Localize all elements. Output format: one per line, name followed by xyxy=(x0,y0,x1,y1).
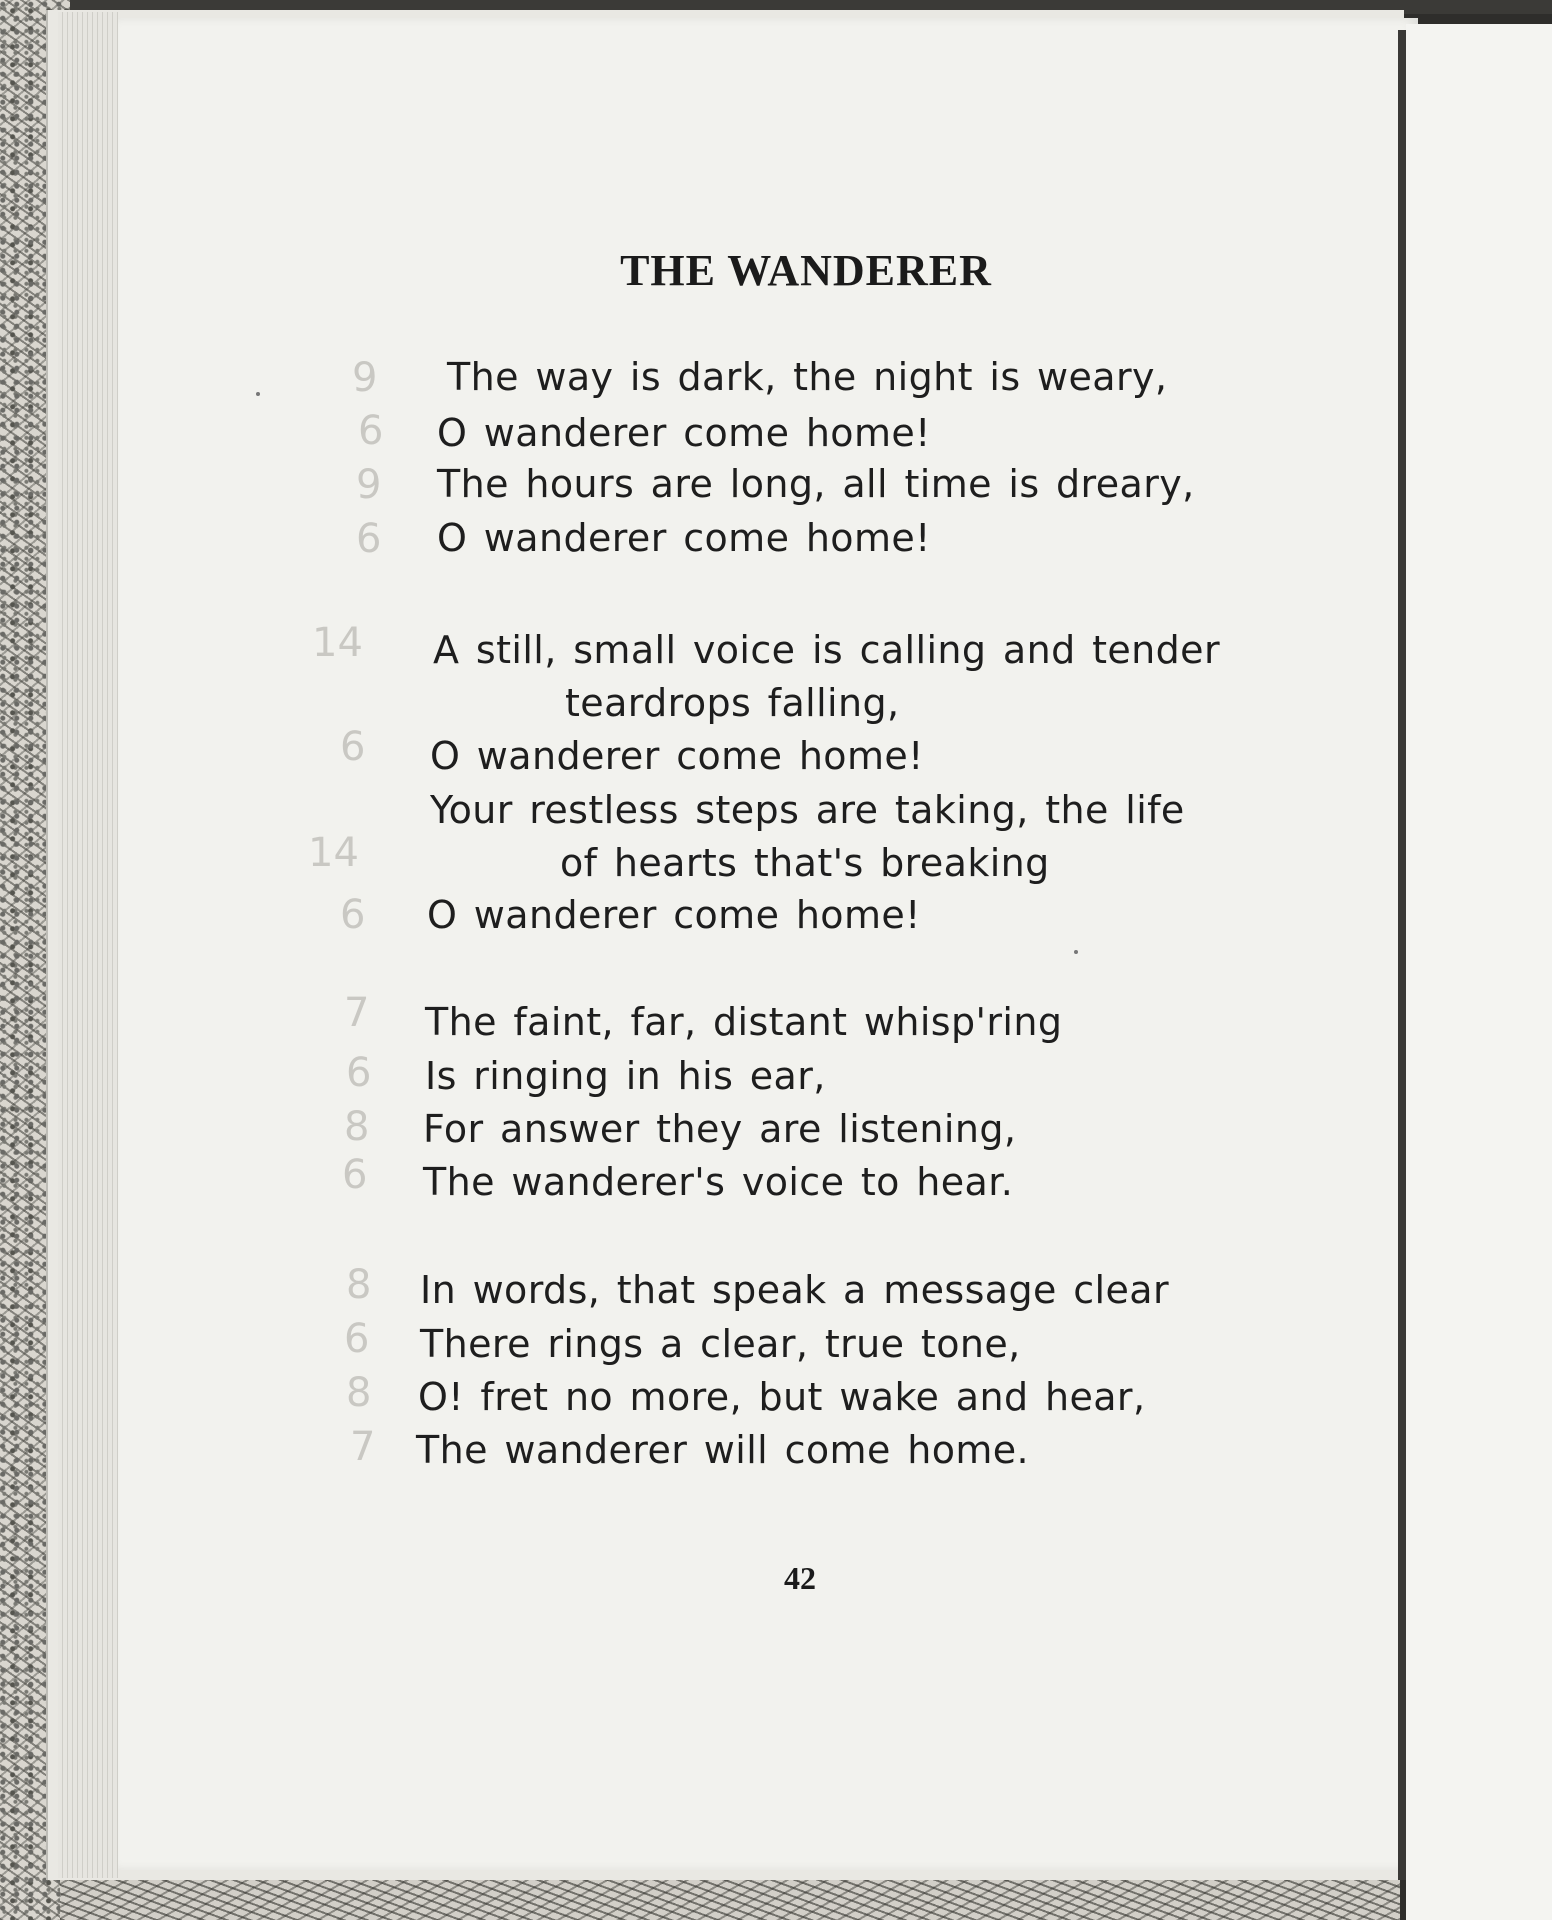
facing-page xyxy=(1406,24,1552,1920)
pencil-margin-note: 14 xyxy=(308,830,359,876)
pencil-margin-note: 9 xyxy=(352,355,378,401)
pencil-margin-note: 7 xyxy=(344,990,370,1036)
poem-line: The way is dark, the night is weary, xyxy=(447,355,1168,399)
poem-line: Is ringing in his ear, xyxy=(425,1054,826,1098)
poem-line: O wanderer come home! xyxy=(427,893,921,937)
pencil-margin-note: 8 xyxy=(346,1262,372,1308)
poem-line: A still, small voice is calling and tender xyxy=(433,628,1220,672)
poem-line: O wanderer come home! xyxy=(437,411,931,455)
pencil-margin-note: 6 xyxy=(340,892,366,938)
pencil-margin-note: 7 xyxy=(350,1424,376,1470)
poem-line: The wanderer's voice to hear. xyxy=(423,1160,1014,1204)
poem-line: The hours are long, all time is dreary, xyxy=(437,462,1195,506)
pencil-margin-note: 6 xyxy=(356,516,382,562)
pencil-margin-note: 6 xyxy=(346,1050,372,1096)
page-number: 42 xyxy=(784,1560,816,1596)
poem-line: O wanderer come home! xyxy=(437,516,931,560)
poem-line: The wanderer will come home. xyxy=(416,1428,1030,1472)
poem-line: of hearts that's breaking xyxy=(560,841,1050,885)
poem-line: teardrops falling, xyxy=(565,681,900,725)
poem-line: In words, that speak a message clear xyxy=(420,1268,1170,1312)
pencil-margin-note: 6 xyxy=(358,408,384,454)
paper-speck xyxy=(256,392,260,396)
poem-line: There rings a clear, true tone, xyxy=(420,1322,1021,1366)
pencil-margin-note: 6 xyxy=(342,1152,368,1198)
pencil-margin-note: 6 xyxy=(344,1316,370,1362)
poem-title: THE WANDERER xyxy=(620,246,992,295)
poem-line: The faint, far, distant whisp'ring xyxy=(425,1000,1063,1044)
paper-speck xyxy=(1074,950,1078,954)
poem-line: Your restless steps are taking, the life xyxy=(430,788,1185,832)
poem-line: For answer they are listening, xyxy=(423,1107,1017,1151)
pencil-margin-note: 6 xyxy=(340,724,366,770)
pencil-margin-note: 8 xyxy=(346,1370,372,1416)
poem-line: O wanderer come home! xyxy=(430,734,924,778)
pencil-margin-note: 9 xyxy=(356,462,382,508)
pencil-margin-note: 8 xyxy=(344,1104,370,1150)
poem-line: O! fret no more, but wake and hear, xyxy=(418,1375,1146,1419)
binding-gutter xyxy=(1398,30,1406,1880)
pencil-margin-note: 14 xyxy=(312,620,363,666)
